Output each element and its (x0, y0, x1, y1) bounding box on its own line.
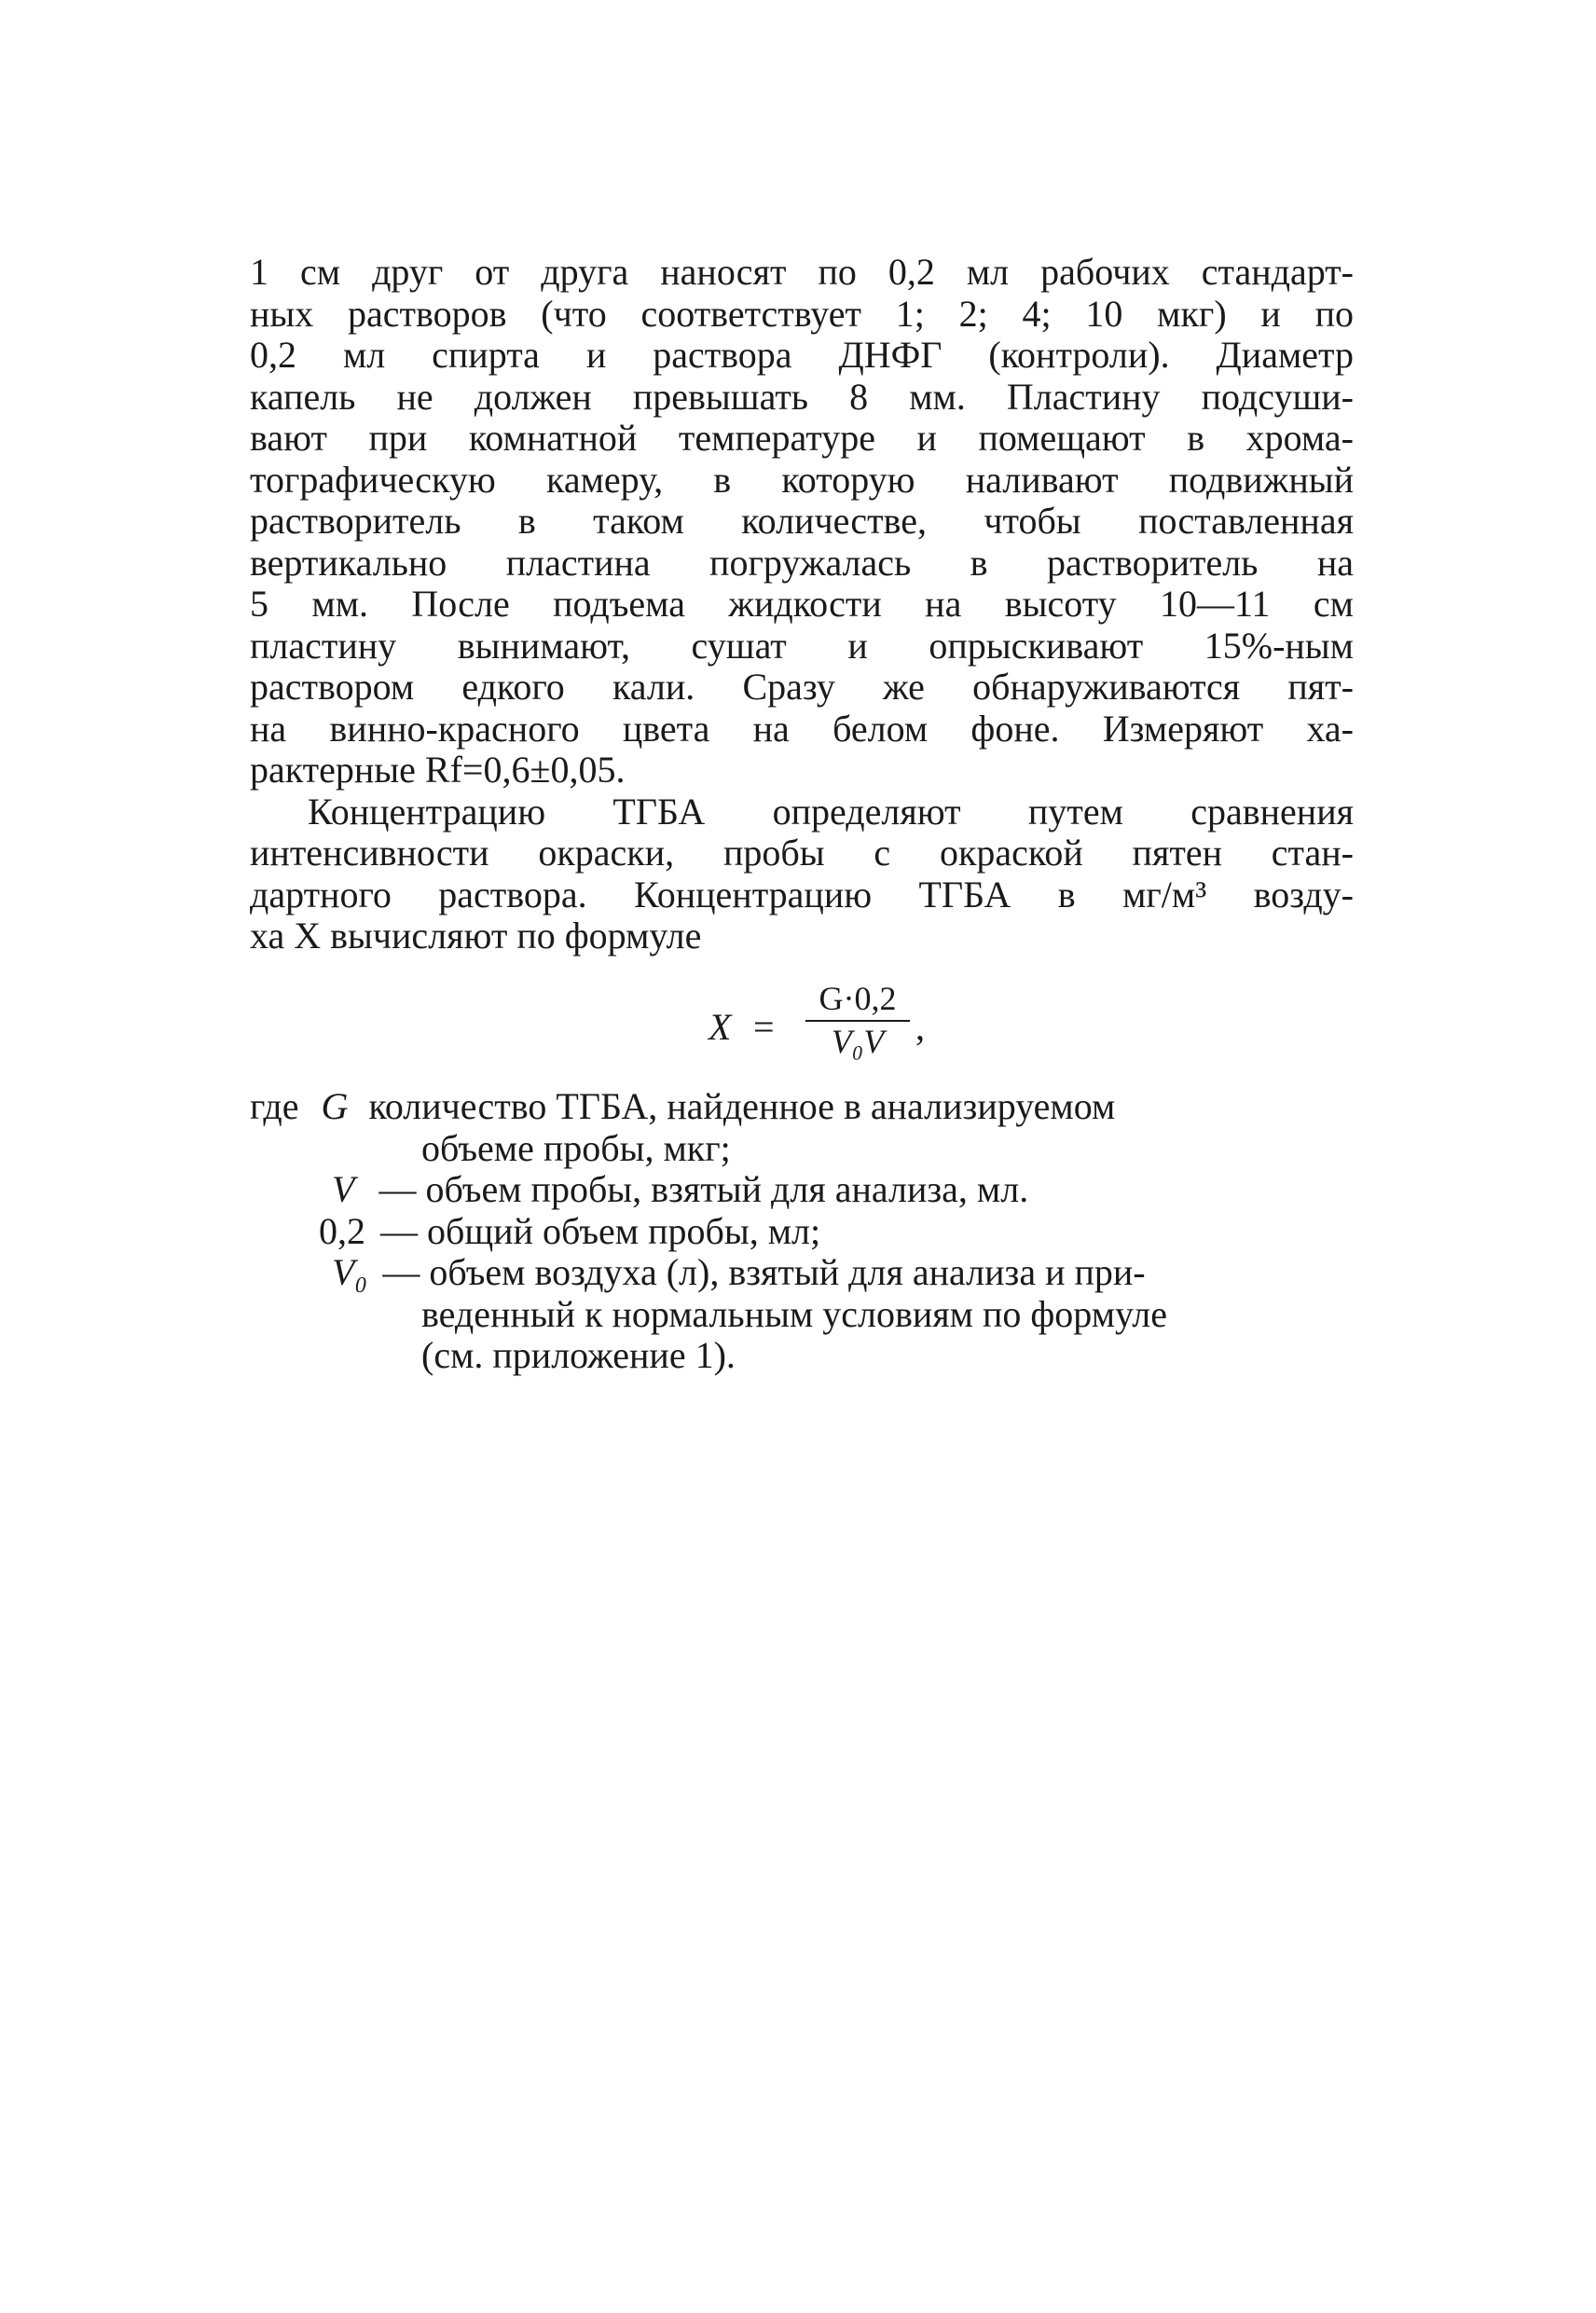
formula-lhs: X (709, 1006, 732, 1048)
text-line: дартного раствора. Концентрацию ТГБА в мг/м³ возду- (250, 873, 1354, 916)
legend-continuation: веденный к нормальным условиям по формуле (421, 1292, 1167, 1335)
text-line: вают при комнатной температуре и помещают в хрома- (250, 417, 1354, 459)
legend-row (250, 1086, 1354, 1128)
text-line: ха X вычисляют по формуле (250, 915, 702, 957)
concentration-formula (709, 979, 970, 1081)
formula-legend (250, 1086, 1354, 1377)
text-line: тографическую камеру, в которую наливают подвижный (250, 458, 1354, 501)
legend-row (250, 1252, 1354, 1294)
text-line: 5 мм. После подъема жидкости на высоту 10—11 см (250, 583, 1354, 625)
legend-symbol: V (332, 1168, 355, 1210)
legend-symbol: G (321, 1085, 349, 1127)
text-line: капель не должен превышать 8 мм. Пластину подсуши- (250, 375, 1354, 418)
legend-continuation: объеме пробы, мкг; (421, 1126, 731, 1169)
legend-definition: количество ТГБА, найденное в анализируемом (368, 1085, 1116, 1127)
text-line: 1 см друг от друга наносят по 0,2 мл рабочих стандарт- (250, 251, 1354, 293)
text-line: растворитель в таком количестве, чтобы поставленная (250, 500, 1354, 542)
text-line: ных растворов (что соответствует 1; 2; 4; 10 мкг) и по (250, 292, 1354, 335)
legend-continuation: (см. приложение 1). (421, 1334, 736, 1376)
legend-row (250, 1169, 1354, 1211)
text-line: Концентрацию ТГБА определяют путем сравнения (308, 790, 1354, 833)
legend-definition: — объем воздуха (л), взятый для анализа и при- (382, 1251, 1146, 1293)
legend-definition: — общий объем пробы, мл; (380, 1209, 821, 1252)
formula-denominator: V₀V (831, 1023, 885, 1060)
legend-definition: — объем пробы, взятый для анализа, мл. (378, 1168, 1029, 1210)
legend-intro: где (250, 1085, 299, 1127)
text-line: на винно-красного цвета на белом фоне. Измеряют ха- (250, 707, 1354, 750)
legend-symbol: V₀ (332, 1251, 368, 1293)
formula-numerator: G·0,2 (819, 980, 897, 1017)
text-line: раствором едкого кали. Сразу же обнаруживаются пят- (250, 666, 1354, 708)
text-line: интенсивности окраски, пробы с окраской пятен стан- (250, 832, 1354, 874)
formula-equals: = (753, 1006, 775, 1048)
text-line: 0,2 мл спирта и раствора ДНФГ (контроли). Диаметр (250, 334, 1354, 376)
legend-symbol: 0,2 (319, 1209, 365, 1252)
text-line: пластину вынимают, сушат и опрыскивают 15%-ным (250, 624, 1354, 667)
paragraph-procedure (250, 252, 1354, 957)
formula-comma: , (915, 1006, 925, 1048)
legend-row (250, 1211, 1354, 1253)
text-line: вертикально пластина погружалась в растворитель на (250, 541, 1354, 584)
formula-fraction (802, 979, 914, 1061)
text-line: рактерные Rf=0,6±0,05. (250, 749, 626, 791)
